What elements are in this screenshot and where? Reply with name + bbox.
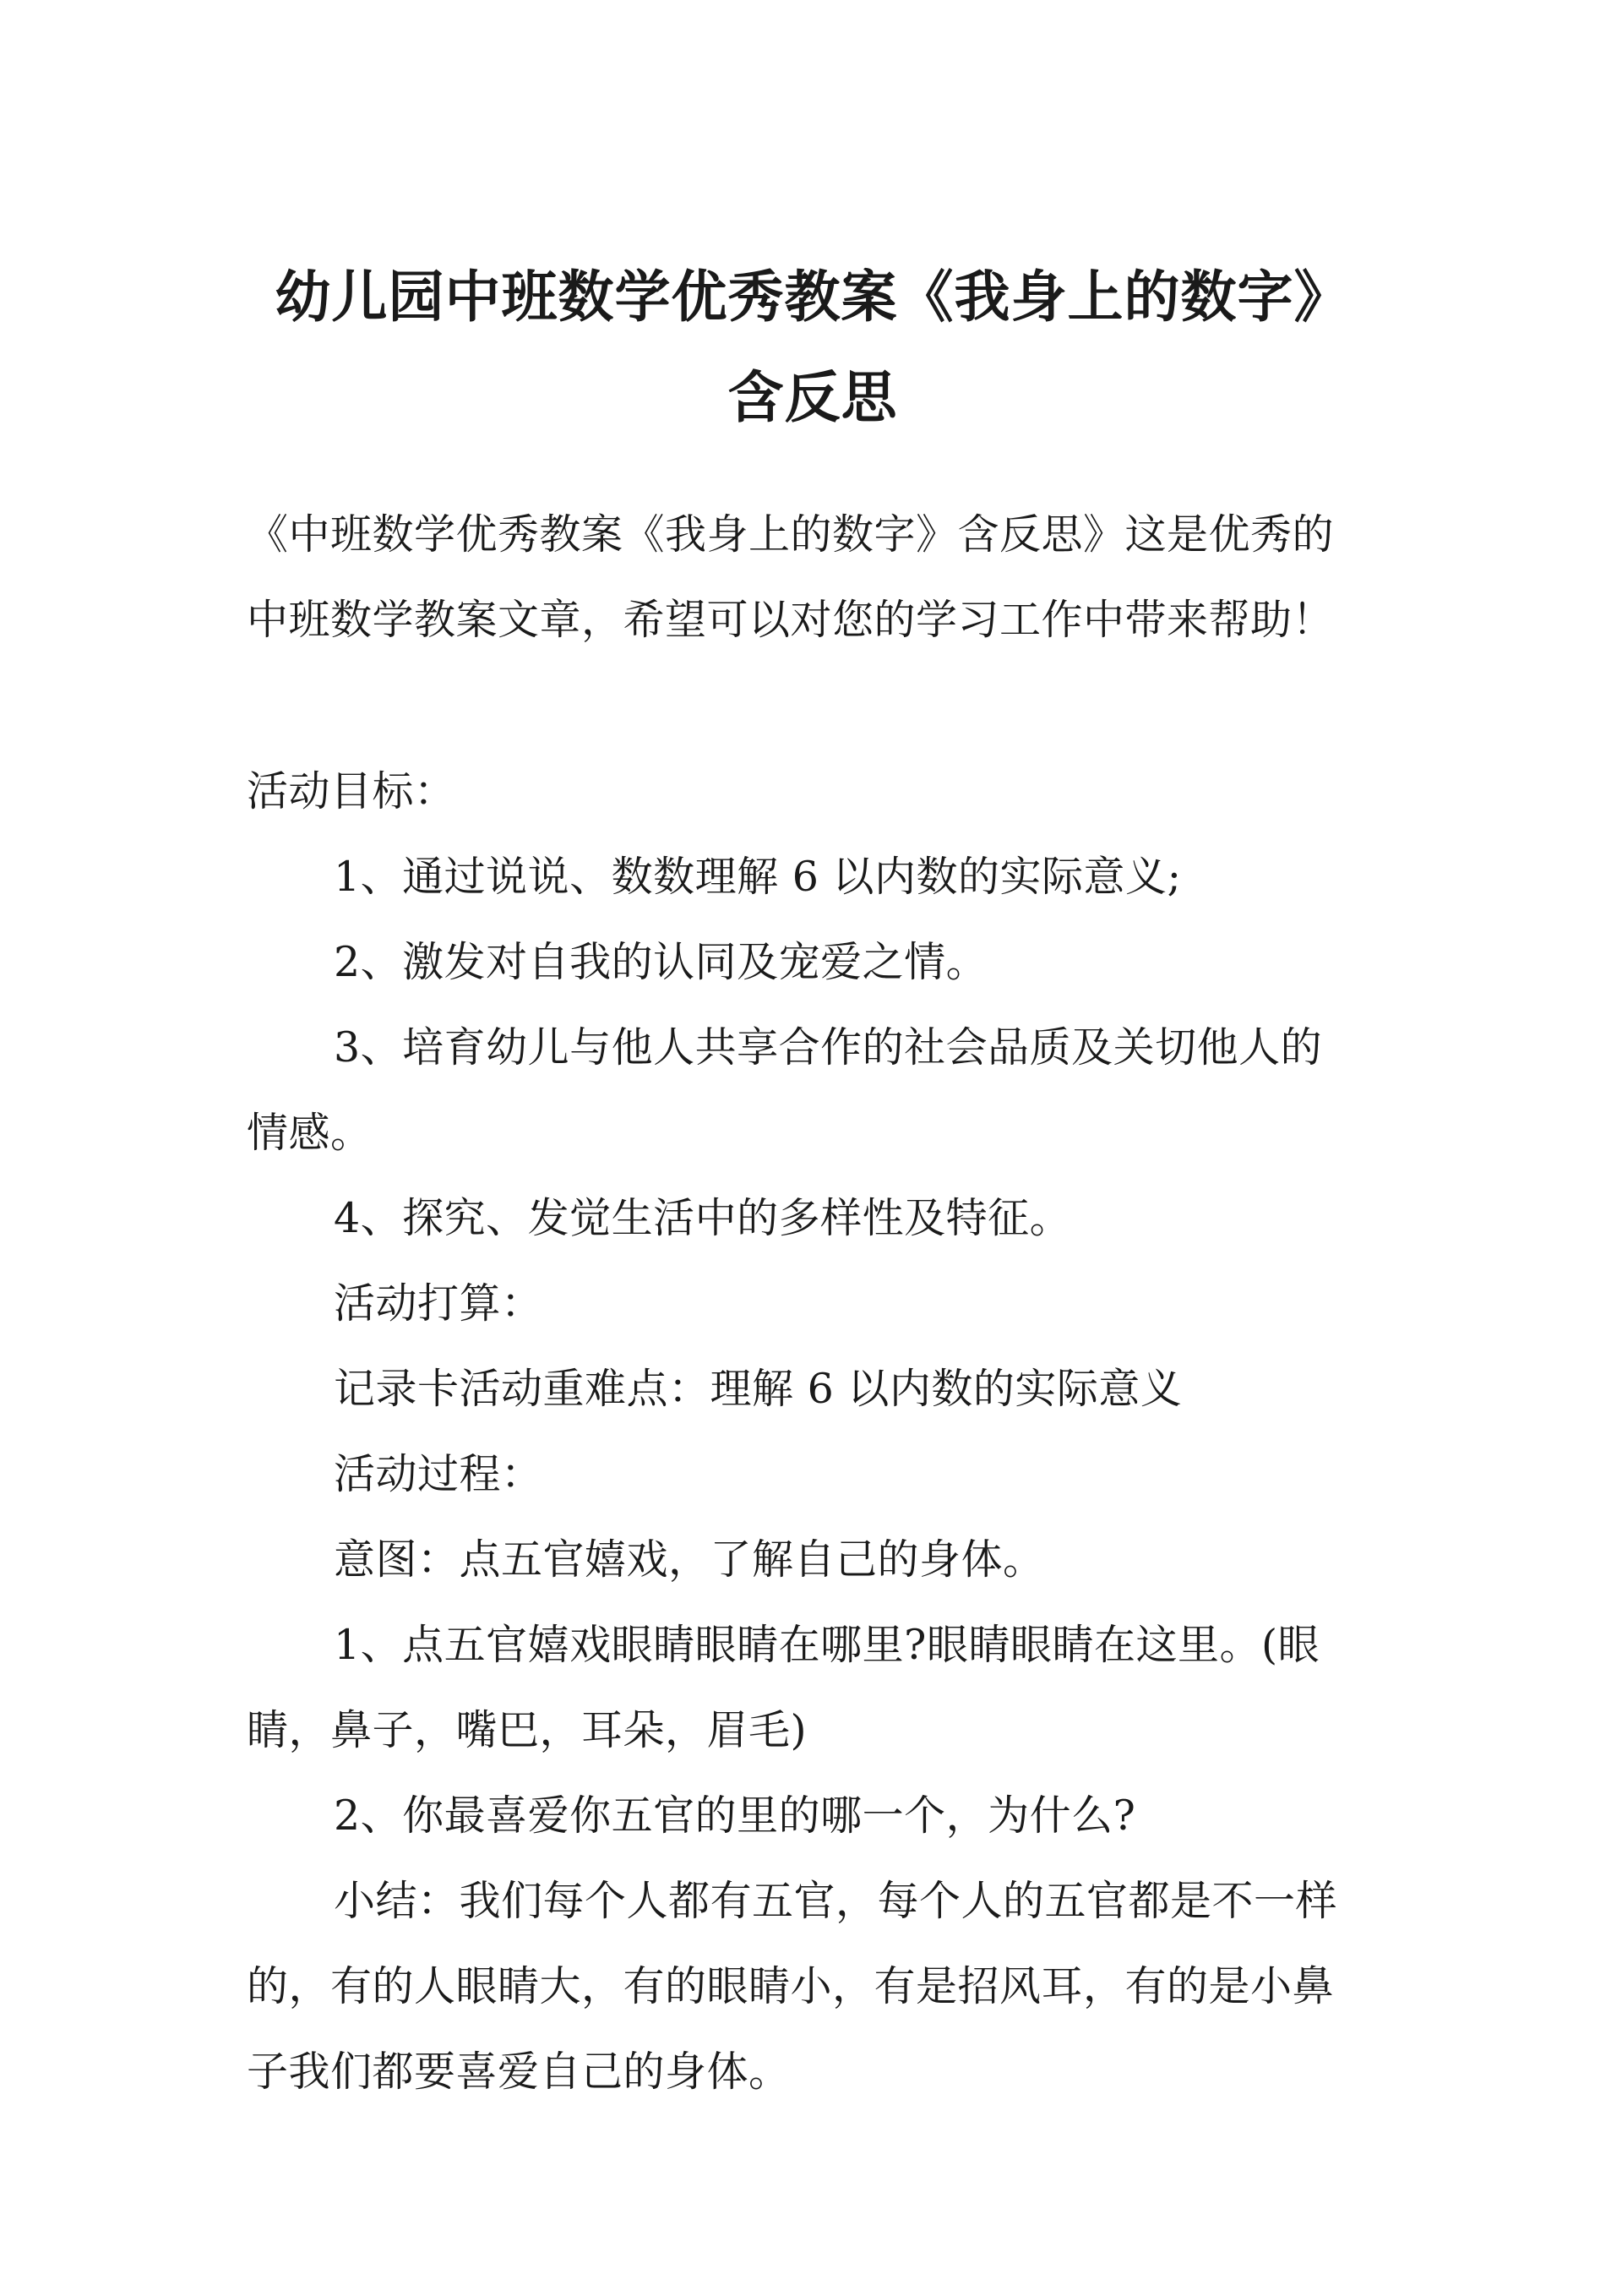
goal-item-3: 3、培育幼儿与他人共享合作的社会品质及关切他人的 xyxy=(334,1023,1323,1072)
process-step-1: 1、点五官嬉戏眼睛眼睛在哪里?眼睛眼睛在这里。(眼 xyxy=(334,1621,1320,1669)
goal-item-1: 1、通过说说、数数理解 6 以内数的实际意义; xyxy=(334,853,1182,901)
intro-line-2: 中班数学教案文章，希望可以对您的学习工作中带来帮助！ xyxy=(247,596,1335,644)
process-step-2: 2、你最喜爱你五官的里的哪一个，为什么? xyxy=(334,1792,1136,1840)
section-heading-process: 活动过程： xyxy=(334,1450,543,1498)
document-title-line-1: 幼儿园中班数学优秀教案《我身上的数字》 xyxy=(275,264,1351,330)
intro-line-1: 《中班数学优秀教案《我身上的数字》含反思》这是优秀的 xyxy=(247,510,1335,559)
goal-item-4: 4、探究、发觉生活中的多样性及特征。 xyxy=(334,1194,1072,1242)
summary-line-2: 的，有的人眼睛大，有的眼睛小，有是招风耳，有的是小鼻 xyxy=(247,1962,1335,2010)
summary-line-1: 小结：我们每个人都有五官，每个人的五官都是不一样 xyxy=(334,1877,1338,1925)
process-step-1-continued: 睛，鼻子，嘴巴，耳朵，眉毛) xyxy=(247,1706,808,1754)
section-heading-goals: 活动目标： xyxy=(247,767,456,815)
document-title-line-2: 含反思 xyxy=(727,364,898,430)
section-heading-preparation: 活动打算： xyxy=(334,1279,543,1328)
preparation-and-key-points: 记录卡活动重难点：理解 6 以内数的实际意义 xyxy=(334,1365,1183,1413)
goal-item-3-continued: 情感。 xyxy=(247,1109,373,1157)
process-intent: 意图：点五官嬉戏，了解自己的身体。 xyxy=(334,1535,1045,1584)
summary-line-3: 子我们都要喜爱自己的身体。 xyxy=(247,2048,791,2096)
goal-item-2: 2、激发对自我的认同及宠爱之情。 xyxy=(334,938,988,986)
